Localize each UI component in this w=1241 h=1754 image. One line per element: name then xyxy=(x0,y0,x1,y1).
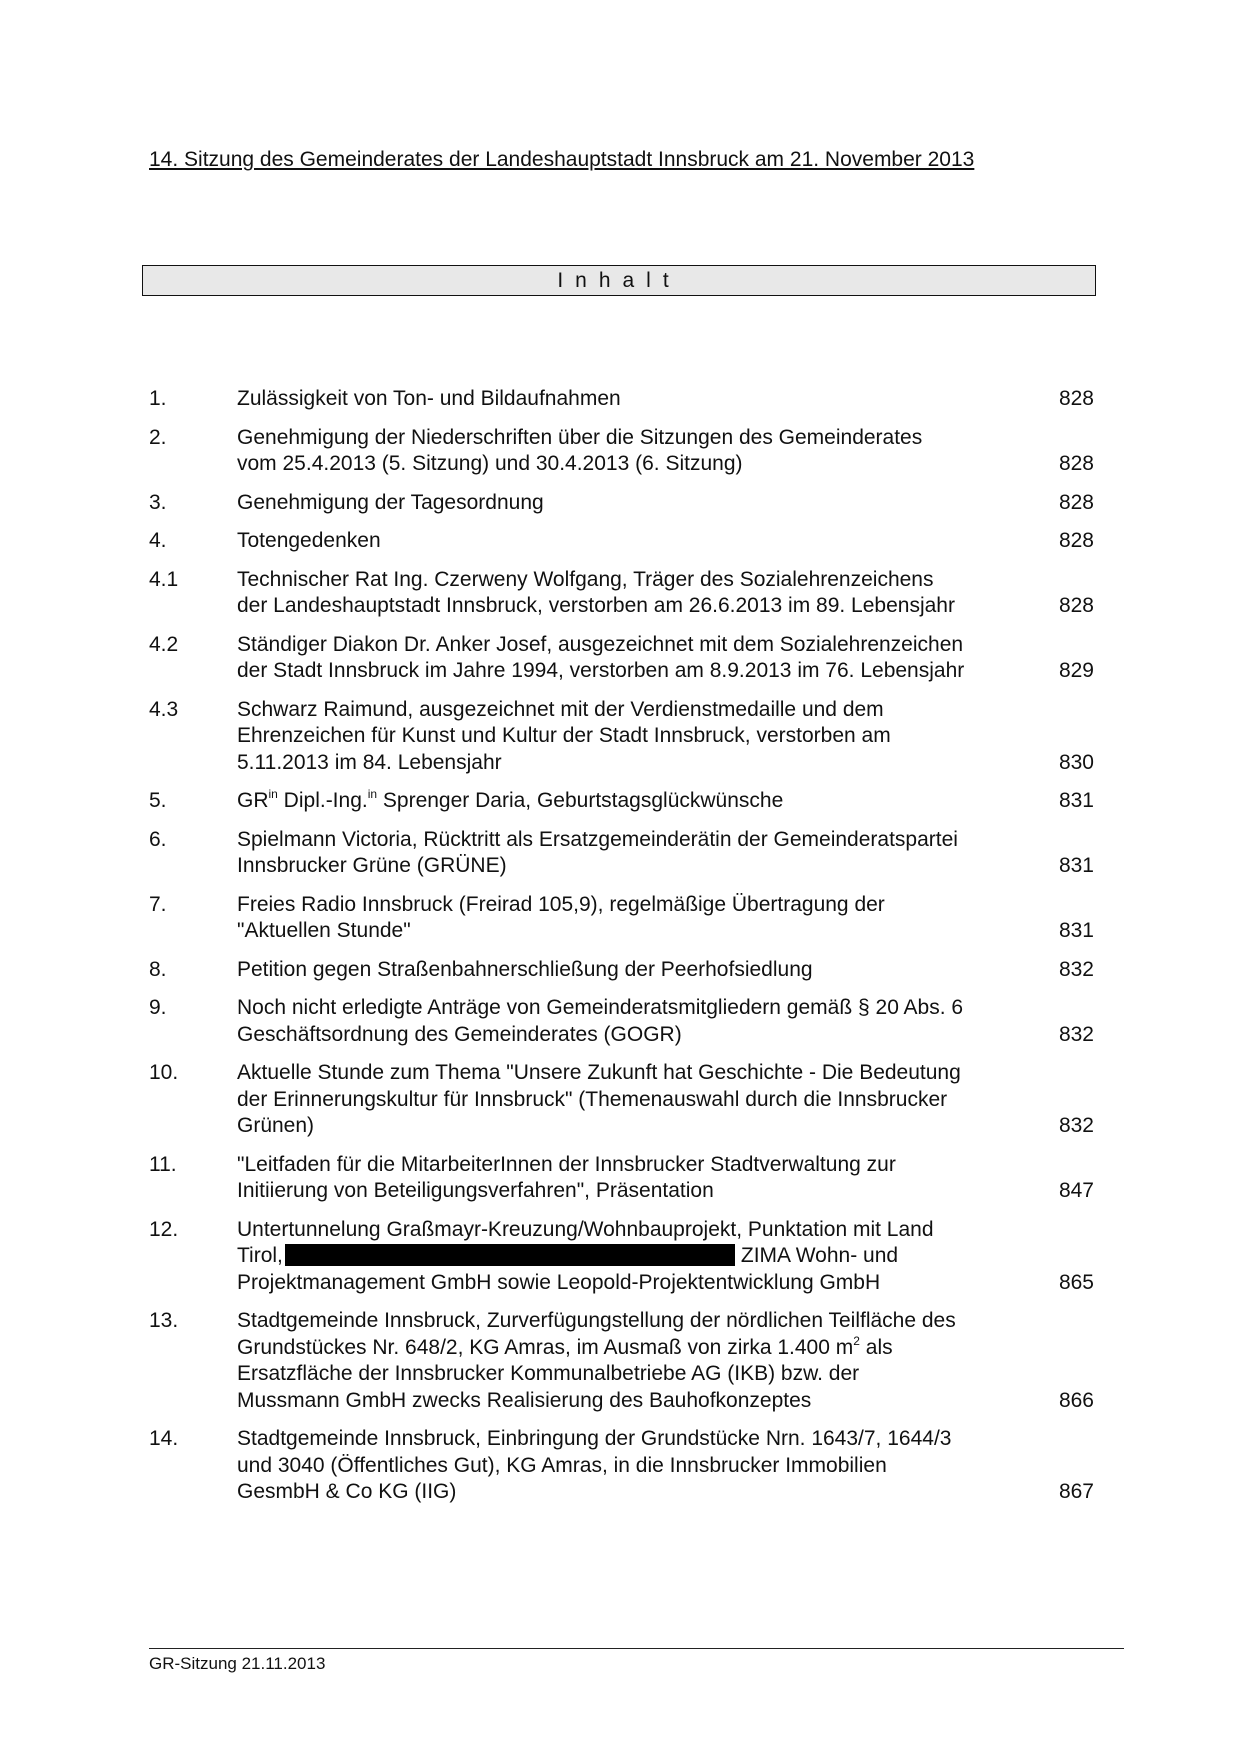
toc-text: Ehrenzeichen für Kunst und Kultur der Stadt Innsbruck, verstorben am xyxy=(237,724,891,747)
toc-page: 828 xyxy=(1058,452,1094,475)
toc-number: 9. xyxy=(149,996,167,1019)
toc-text: 5.11.2013 im 84. Lebensjahr xyxy=(237,750,502,774)
toc-page: 832 xyxy=(1058,1022,1094,1046)
toc-number: 13. xyxy=(149,1309,179,1332)
toc-page: 865 xyxy=(1058,1270,1094,1294)
toc-text: Zulässigkeit von Ton- und Bildaufnahmen xyxy=(237,387,621,410)
toc-entry-11 xyxy=(149,1152,1094,1205)
toc-number: 3. xyxy=(149,490,167,514)
toc-entry-12 xyxy=(149,1217,1094,1297)
toc-entry-7 xyxy=(149,892,1094,945)
toc-page: 832 xyxy=(1058,957,1094,981)
toc-text: Grünen) xyxy=(237,1114,315,1137)
toc-entry-13 xyxy=(149,1308,1094,1414)
footer-divider xyxy=(149,1648,1124,1649)
toc-number: 7. xyxy=(149,892,167,916)
toc-text: Projektmanagement GmbH sowie Leopold-Projektentwicklung GmbH xyxy=(237,1270,881,1294)
toc-text: Noch nicht erledigte Anträge von Gemeinderatsmitgliedern gemäß § 20 Abs. 6 xyxy=(237,996,964,1019)
toc-text: Petition gegen Straßenbahnerschließung der Peerhofsiedlung xyxy=(237,957,813,981)
toc-page: 831 xyxy=(1058,919,1094,942)
toc-text: Geschäftsordnung des Gemeinderates (GOGR) xyxy=(237,1022,682,1046)
toc-text: Schwarz Raimund, ausgezeichnet mit der Verdienstmedaille und dem xyxy=(237,697,884,721)
redaction-bar xyxy=(285,1244,735,1266)
toc-text: Stadtgemeinde Innsbruck, Einbringung der Grundstücke Nrn. 1643/7, 1644/3 xyxy=(237,1427,952,1450)
toc-text: als xyxy=(859,1335,893,1359)
toc-text: und 3040 (Öffentliches Gut), KG Amras, in die Innsbrucker Immobilien xyxy=(237,1453,887,1477)
toc-text: Sprenger Daria, Geburtstagsglückwünsche xyxy=(377,789,784,812)
toc-text: ZIMA Wohn- und xyxy=(740,1244,899,1267)
toc-entry-4-3 xyxy=(149,697,1094,777)
toc-entry-8 xyxy=(149,957,1094,984)
toc-text: Totengedenken xyxy=(237,529,381,552)
toc-text: Aktuelle Stunde zum Thema "Unsere Zukunft hat Geschichte - Die Bedeutung xyxy=(237,1061,961,1084)
toc-page: 829 xyxy=(1058,659,1094,682)
toc-number: 11. xyxy=(149,1152,177,1176)
toc-number: 4.3 xyxy=(149,697,179,721)
toc-text: der Erinnerungskultur für Innsbruck" (Themenauswahl durch die Innsbrucker xyxy=(237,1087,948,1111)
toc-entry-2 xyxy=(149,425,1094,478)
toc-text: Freies Radio Innsbruck (Freirad 105,9), regelmäßige Übertragung der xyxy=(237,892,885,916)
toc-text: der Landeshauptstadt Innsbruck, verstorben am 26.6.2013 im 89. Lebensjahr xyxy=(237,594,955,617)
toc-number: 4.2 xyxy=(149,632,179,656)
toc-page: 832 xyxy=(1058,1114,1094,1137)
toc-entry-4-2 xyxy=(149,632,1094,685)
toc-text: Untertunnelung Graßmayr-Kreuzung/Wohnbauprojekt, Punktation mit Land xyxy=(237,1217,934,1241)
toc-page: 828 xyxy=(1058,529,1094,552)
toc-entry-6 xyxy=(149,827,1094,880)
contents-heading: Inhalt xyxy=(557,268,681,292)
toc-text: Spielmann Victoria, Rücktritt als Ersatzgemeinderätin der Gemeinderatspartei xyxy=(237,827,958,851)
toc-text: Tirol, xyxy=(237,1244,283,1267)
toc-text: Ständiger Diakon Dr. Anker Josef, ausgezeichnet mit dem Sozialehrenzeichen xyxy=(237,632,964,656)
toc-text: Initiierung von Beteiligungsverfahren", Präsentation xyxy=(237,1179,714,1202)
toc-entry-1 xyxy=(149,386,1094,413)
toc-number: 8. xyxy=(149,957,167,981)
superscript: 2 xyxy=(853,1333,860,1348)
toc-text: Ersatzfläche der Innsbrucker Kommunalbetriebe AG (IKB) bzw. der xyxy=(237,1362,860,1385)
toc-number: 5. xyxy=(149,789,167,812)
toc-number: 4. xyxy=(149,529,167,552)
superscript: in xyxy=(367,787,378,801)
table-of-contents xyxy=(149,386,1094,1518)
toc-number: 12. xyxy=(149,1217,179,1241)
toc-page: 828 xyxy=(1058,594,1094,617)
toc-number: 1. xyxy=(149,387,167,410)
toc-text: Genehmigung der Tagesordnung xyxy=(237,490,544,514)
toc-page: 831 xyxy=(1058,854,1094,877)
toc-page: 847 xyxy=(1058,1179,1094,1202)
toc-entry-4-1 xyxy=(149,567,1094,620)
toc-text: Dipl.-Ing. xyxy=(277,789,368,812)
toc-page: 867 xyxy=(1058,1480,1094,1503)
toc-text: Mussmann GmbH zwecks Realisierung des Bauhofkonzeptes xyxy=(237,1388,812,1412)
toc-page: 828 xyxy=(1058,387,1094,410)
toc-entry-10 xyxy=(149,1060,1094,1140)
contents-heading-box xyxy=(142,265,1096,296)
toc-page: 828 xyxy=(1058,490,1094,514)
toc-page: 866 xyxy=(1058,1388,1094,1412)
toc-text: Innsbrucker Grüne (GRÜNE) xyxy=(237,854,507,877)
toc-number: 4.1 xyxy=(149,567,179,591)
toc-text: vom 25.4.2013 (5. Sitzung) und 30.4.2013 (6. Sitzung) xyxy=(237,452,743,475)
toc-number: 10. xyxy=(149,1061,179,1084)
toc-text: der Stadt Innsbruck im Jahre 1994, verstorben am 8.9.2013 im 76. Lebensjahr xyxy=(237,659,965,682)
toc-entry-3 xyxy=(149,490,1094,517)
toc-text: Technischer Rat Ing. Czerweny Wolfgang, Träger des Sozialehrenzeichens xyxy=(237,567,934,591)
toc-page: 830 xyxy=(1058,750,1094,774)
toc-number: 14. xyxy=(149,1427,179,1450)
toc-number: 6. xyxy=(149,827,167,851)
toc-entry-14 xyxy=(149,1426,1094,1506)
toc-entry-9 xyxy=(149,995,1094,1048)
document-header: 14. Sitzung des Gemeinderates der Landeshauptstadt Innsbruck am 21. November 2013 xyxy=(149,148,975,171)
toc-entry-5 xyxy=(149,788,1094,815)
toc-text: Genehmigung der Niederschriften über die Sitzungen des Gemeinderates xyxy=(237,425,923,449)
toc-entry-4 xyxy=(149,528,1094,555)
toc-text: "Aktuellen Stunde" xyxy=(237,919,411,942)
page-footer: GR-Sitzung 21.11.2013 xyxy=(149,1654,326,1673)
superscript: in xyxy=(268,787,278,801)
toc-text: GR xyxy=(237,789,269,812)
toc-number: 2. xyxy=(149,425,167,449)
toc-text: GesmbH & Co KG (IIG) xyxy=(237,1480,457,1503)
toc-text: Stadtgemeinde Innsbruck, Zurverfügungstellung der nördlichen Teilfläche des xyxy=(237,1309,956,1332)
toc-page: 831 xyxy=(1058,789,1094,812)
toc-text: Grundstückes Nr. 648/2, KG Amras, im Ausmaß von zirka 1.400 m xyxy=(237,1335,854,1359)
toc-text: "Leitfaden für die MitarbeiterInnen der Innsbrucker Stadtverwaltung zur xyxy=(237,1152,896,1176)
